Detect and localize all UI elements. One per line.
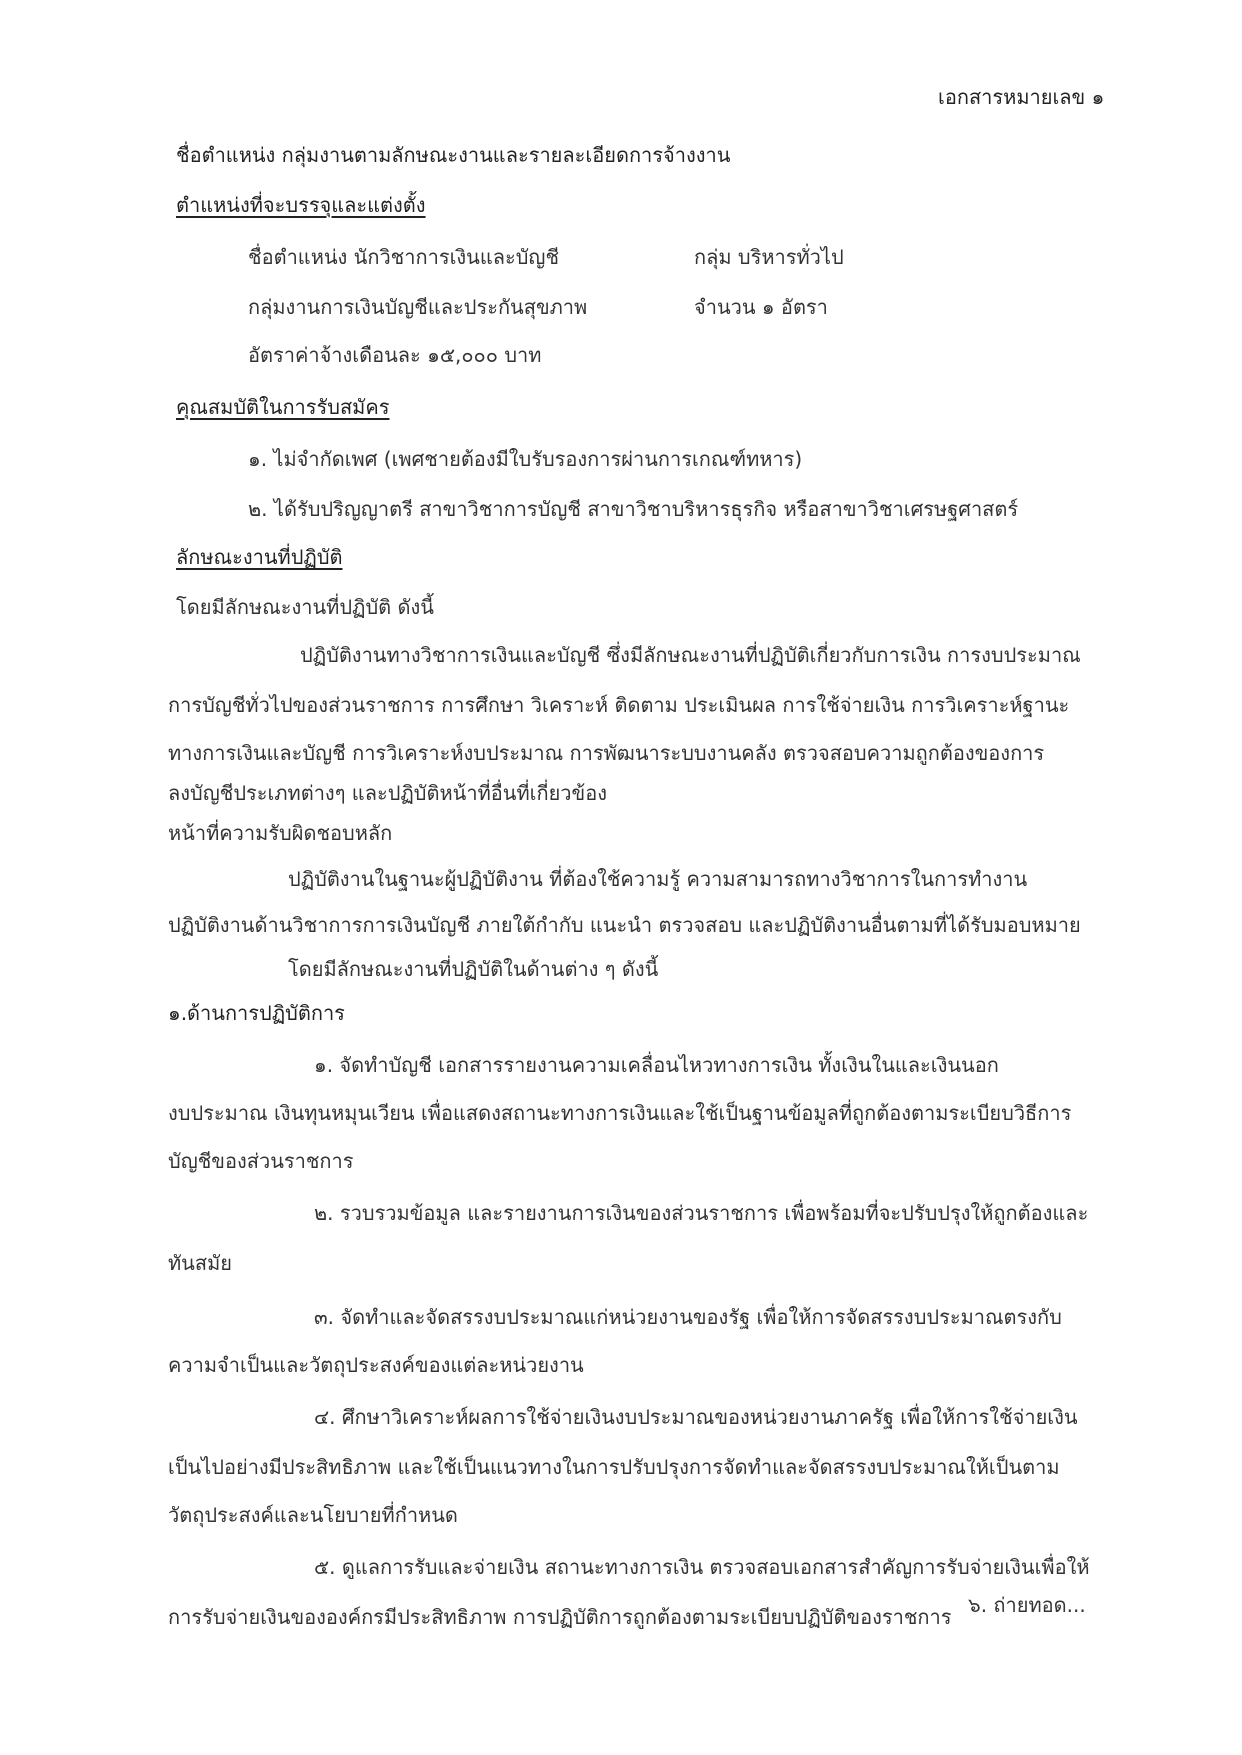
operations-heading: ๑.ด้านการปฏิบัติการ: [168, 1001, 345, 1025]
operation-line: ทันสมัย: [168, 1251, 232, 1275]
position-count: จำนวน ๑ อัตรา: [694, 295, 828, 319]
qualification-item: ๑. ไม่จำกัดเพศ (เพศชายต้องมีใบรับรองการผ่านการเกณฑ์ทหาร): [248, 447, 803, 471]
position-heading: ตำแหน่งที่จะบรรจุและแต่งตั้ง: [176, 193, 426, 217]
operation-line: วัตถุประสงค์และนโยบายที่กำหนด: [168, 1503, 458, 1527]
operation-line: ๒. รวบรวมข้อมูล และรายงานการเงินของส่วนราชการ เพื่อพร้อมที่จะปรับปรุงให้ถูกต้องและ: [314, 1201, 1089, 1225]
duties-heading: ลักษณะงานที่ปฏิบัติ: [176, 545, 343, 569]
operation-line: เป็นไปอย่างมีประสิทธิภาพ และใช้เป็นแนวทางในการปรับปรุงการจัดทำและจัดสรรงบประมาณให้เป็นตาม: [168, 1455, 1060, 1479]
position-salary: อัตราค่าจ้างเดือนละ ๑๕,๐๐๐ บาท: [248, 343, 542, 367]
operation-line: ๕. ดูแลการรับและจ่ายเงิน สถานะทางการเงิน ตรวจสอบเอกสารสำคัญการรับจ่ายเงินเพื่อให้: [314, 1555, 1090, 1579]
position-name: ชื่อตำแหน่ง นักวิชาการเงินและบัญชี: [248, 245, 560, 269]
responsibility-line: ปฏิบัติงานด้านวิชาการการเงินบัญชี ภายใต้กำกับ แนะนำ ตรวจสอบ และปฏิบัติงานอื่นตามที่ได้รับมอบหมาย: [168, 913, 1081, 937]
operation-line: ความจำเป็นและวัตถุประสงค์ของแต่ละหน่วยงาน: [168, 1353, 584, 1377]
operation-line: ๓. จัดทำและจัดสรรงบประมาณแก่หน่วยงานของรัฐ เพื่อให้การจัดสรรงบประมาณตรงกับ: [314, 1305, 1062, 1329]
main-title: ชื่อตำแหน่ง กลุ่มงานตามลักษณะงานและรายละเอียดการจ้างงาน: [176, 143, 731, 167]
duties-line: ทางการเงินและบัญชี การวิเคราะห์งบประมาณ การพัฒนาระบบงานคลัง ตรวจสอบความถูกต้องของการ: [168, 741, 1045, 765]
position-workgroup: กลุ่มงานการเงินบัญชีและประกันสุขภาพ: [248, 295, 588, 319]
responsibility-heading: หน้าที่ความรับผิดชอบหลัก: [168, 821, 393, 845]
operation-line: การรับจ่ายเงินขององค์กรมีประสิทธิภาพ การปฏิบัติการถูกต้องตามระเบียบปฏิบัติของราชการ: [168, 1605, 952, 1629]
duties-line: การบัญชีทั่วไปของส่วนราชการ การศึกษา วิเคราะห์ ติดตาม ประเมินผล การใช้จ่ายเงิน การวิเคราะห์ฐานะ: [168, 693, 1070, 717]
responsibility-line: โดยมีลักษณะงานที่ปฏิบัติในด้านต่าง ๆ ดังนี้: [288, 957, 659, 981]
operation-line: บัญชีของส่วนราชการ: [168, 1149, 354, 1173]
document-number: เอกสารหมายเลข ๑: [938, 85, 1105, 109]
operation-line: ๔. ศึกษาวิเคราะห์ผลการใช้จ่ายเงินงบประมาณของหน่วยงานภาครัฐ เพื่อให้การใช้จ่ายเงิน: [314, 1405, 1078, 1429]
operation-line: ๑. จัดทำบัญชี เอกสารรายงานความเคลื่อนไหวทางการเงิน ทั้งเงินในและเงินนอก: [314, 1053, 999, 1077]
operation-line: งบประมาณ เงินทุนหมุนเวียน เพื่อแสดงสถานะทางการเงินและใช้เป็นฐานข้อมูลที่ถูกต้องตามระเบียบวิธีการ: [168, 1101, 1072, 1125]
responsibility-line: ปฏิบัติงานในฐานะผู้ปฏิบัติงาน ที่ต้องใช้ความรู้ ความสามารถทางวิชาการในการทำงาน: [288, 867, 1028, 891]
continuation-note: ๖. ถ่ายทอด...: [968, 1593, 1086, 1617]
qualification-item: ๒. ได้รับปริญญาตรี สาขาวิชาการบัญชี สาขาวิชาบริหารธุรกิจ หรือสาขาวิชาเศรษฐศาสตร์: [248, 497, 1019, 521]
qualifications-heading: คุณสมบัติในการรับสมัคร: [176, 395, 390, 419]
position-group: กลุ่ม บริหารทั่วไป: [694, 245, 844, 269]
duties-line: ปฏิบัติงานทางวิชาการเงินและบัญชี ซึ่งมีลักษณะงานที่ปฏิบัติเกี่ยวกับการเงิน การงบประมาณ: [300, 643, 1081, 667]
duties-intro: โดยมีลักษณะงานที่ปฏิบัติ ดังนี้: [176, 595, 434, 619]
duties-line: ลงบัญชีประเภทต่างๆ และปฏิบัติหน้าที่อื่นที่เกี่ยวข้อง: [168, 781, 607, 805]
